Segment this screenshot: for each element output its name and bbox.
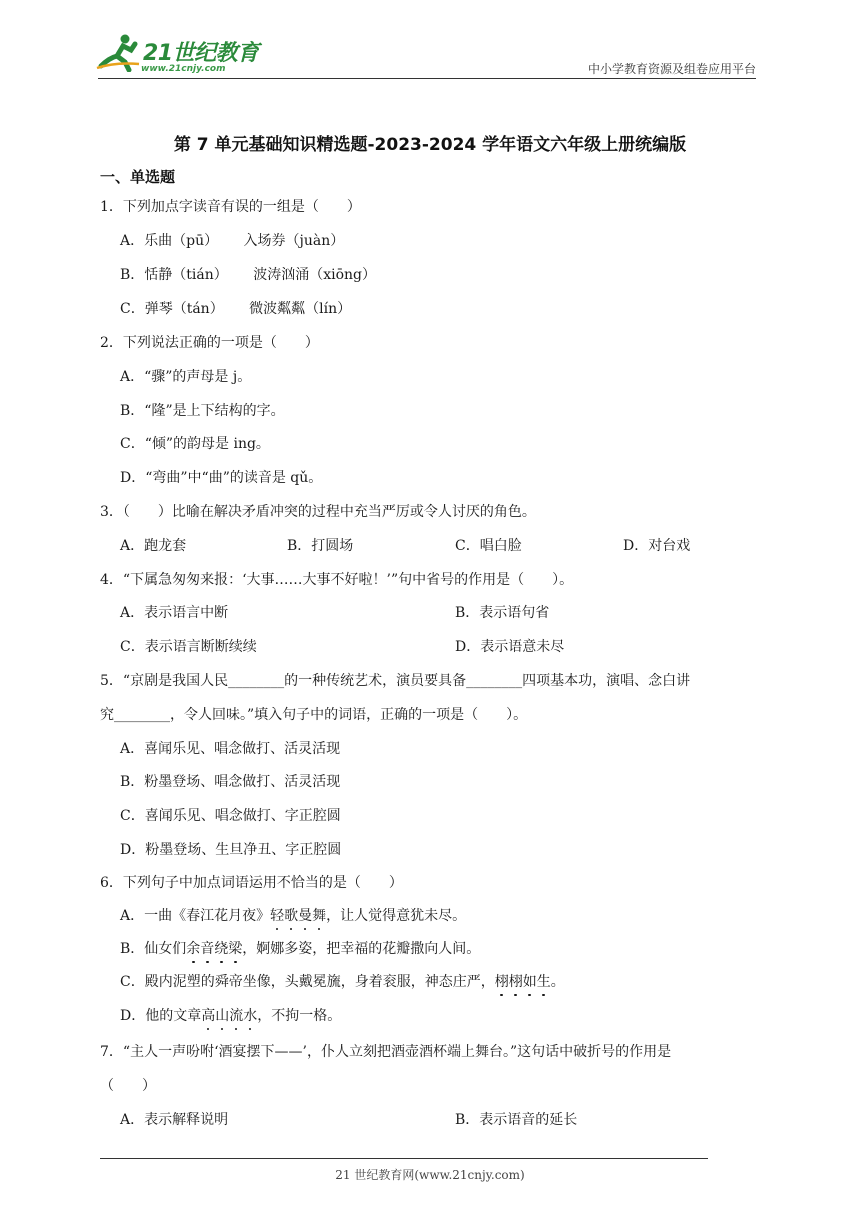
header-divider <box>98 78 756 79</box>
option-text: B．仙女们 <box>120 941 187 957</box>
dotted-word: 余音绕梁 <box>186 941 242 957</box>
question-7-option-b: B．表示语音的延长 <box>455 1112 578 1128</box>
question-5-stem-line-1: 5．“京剧是我国人民________的一种传统艺术，演员要具备________四项基本功，演唱、念白讲 <box>100 673 691 689</box>
dotted-word: 栩栩如生 <box>495 974 551 990</box>
question-4-option-d: D．表示语意未尽 <box>455 639 565 655</box>
question-1-stem: 1．下列加点字读音有误的一组是（ ） <box>100 199 361 215</box>
question-4-stem: 4．“下属急匆匆来报：‘大事……大事不好啦！’”句中省号的作用是（ ）。 <box>100 572 574 588</box>
question-1-option-b: B．恬静（tián） 波涛汹涌（xiōng） <box>120 267 376 283</box>
question-5-option-a: A．喜闻乐见、唱念做打、活灵活现 <box>120 741 341 757</box>
section-heading: 一、单选题 <box>100 168 176 186</box>
question-5-option-d: D．粉墨登场、生旦净丑、字正腔圆 <box>120 842 342 858</box>
question-2-option-a: A．“骤”的声母是 j。 <box>120 369 252 385</box>
question-5-option-c: C．喜闻乐见、唱念做打、字正腔圆 <box>120 808 341 824</box>
question-3-stem: 3．（ ）比喻在解决矛盾冲突的过程中充当严厉或令人讨厌的角色。 <box>100 504 536 520</box>
option-text: ，婀娜多姿，把幸福的花瓣撒向人间。 <box>242 941 481 957</box>
question-7-stem-line-2: （ ） <box>100 1078 156 1094</box>
question-4-option-a: A．表示语言中断 <box>120 605 229 621</box>
page-header <box>0 0 860 80</box>
question-5-option-b: B．粉墨登场、唱念做打、活灵活现 <box>120 774 341 790</box>
question-3-option-d: D．对台戏 <box>623 538 691 554</box>
site-logo[interactable] <box>95 32 265 78</box>
option-text: 。 <box>550 974 565 990</box>
question-1-option-c: C．弹琴（tán） 微波粼粼（lín） <box>120 301 352 317</box>
question-4-option-c: C．表示语言断断续续 <box>120 639 257 655</box>
runner-logo-icon <box>95 32 143 72</box>
footer-link[interactable]: 21 世纪教育网(www.21cnjy.com) <box>335 1168 525 1182</box>
dotted-word: 高山流水 <box>201 1008 257 1024</box>
question-7-stem-line-1: 7．“主人一声吩咐‘酒宴摆下——’，仆人立刻把酒壶酒杯端上舞台。”这句话中破折号的作用是 <box>100 1044 672 1060</box>
question-3-option-b: B．打圆场 <box>287 538 354 554</box>
question-4-option-b: B．表示语句省 <box>455 605 550 621</box>
logo-text: 21世纪教育 <box>143 41 259 66</box>
question-2-option-d: D．“弯曲”中“曲”的读音是 qǔ。 <box>120 470 323 486</box>
question-2-stem: 2．下列说法正确的一项是（ ） <box>100 335 319 351</box>
question-3-option-c: C．唱白脸 <box>455 538 522 554</box>
question-2-option-c: C．“倾”的韵母是 ing。 <box>120 436 270 452</box>
question-3-option-a: A．跑龙套 <box>120 538 187 554</box>
option-text: D．他的文章 <box>120 1008 202 1024</box>
question-6-option-b <box>120 938 480 958</box>
question-6-stem: 6．下列句子中加点词语运用不恰当的是（ ） <box>100 875 403 891</box>
question-1-option-a: A．乐曲（pū） 入场券（juàn） <box>120 233 345 249</box>
platform-label: 中小学教育资源及组卷应用平台 <box>587 62 756 76</box>
question-6-option-c <box>120 971 565 991</box>
question-7-option-a: A．表示解释说明 <box>120 1112 229 1128</box>
option-text: C．殿内泥塑的舜帝坐像，头戴冕旒，身着衮服，神态庄严， <box>120 974 495 990</box>
option-text: A．一曲《春江花月夜》 <box>120 908 271 924</box>
question-2-option-b: B．“隆”是上下结构的字。 <box>120 403 285 419</box>
option-text: ，让人觉得意犹未尽。 <box>326 908 467 924</box>
footer-divider <box>100 1158 708 1159</box>
option-text: ，不拘一格。 <box>257 1008 342 1024</box>
question-5-stem-line-2: 究________，令人回味。”填入句子中的词语，正确的一项是（ ）。 <box>100 707 528 723</box>
question-6-option-a <box>120 905 466 925</box>
question-6-option-d <box>120 1005 341 1025</box>
page-title: 第 7 单元基础知识精选题-2023-2024 学年语文六年级上册统编版 <box>173 135 687 155</box>
dotted-word: 轻歌曼舞 <box>270 908 326 924</box>
logo-url: www.21cnjy.com <box>141 64 226 74</box>
